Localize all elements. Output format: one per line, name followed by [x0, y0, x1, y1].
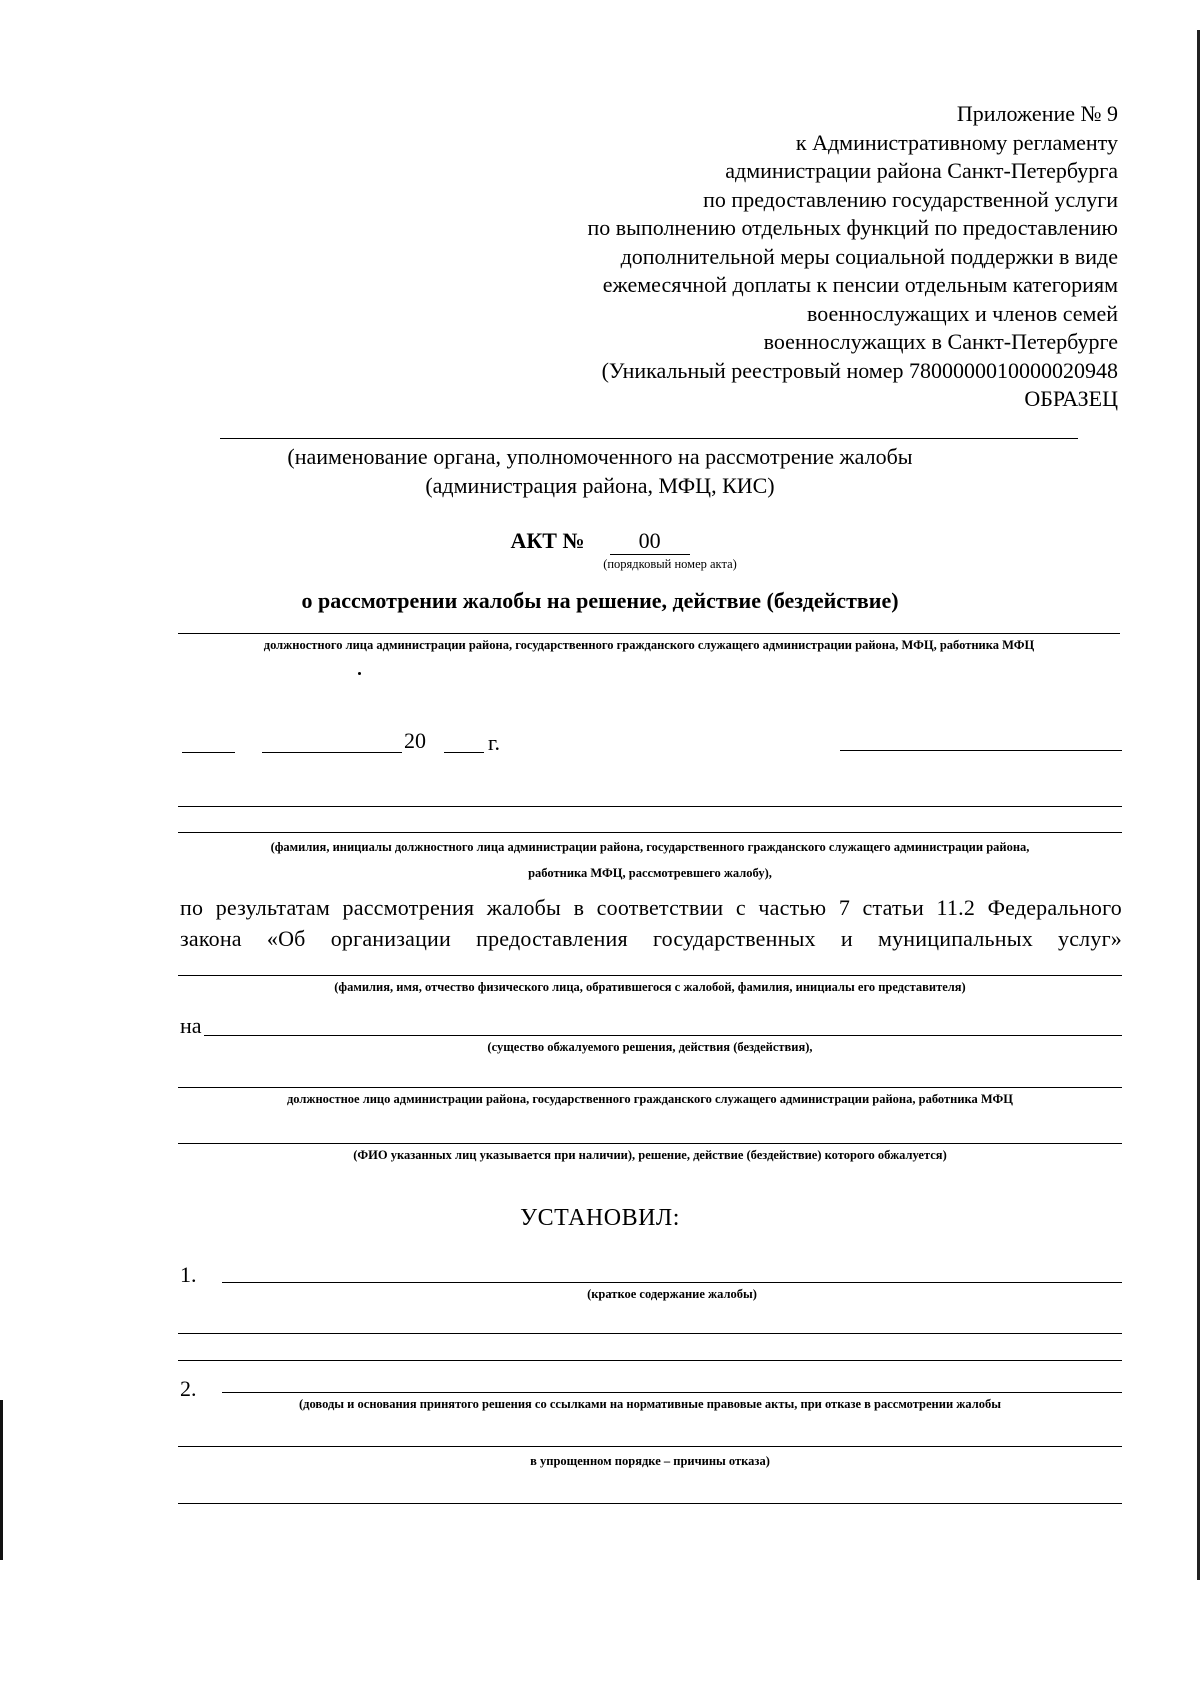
sample-label: ОБРАЗЕЦ	[1024, 386, 1118, 411]
date-century: 20	[404, 728, 426, 753]
appendix-header	[418, 100, 1118, 414]
act-title	[0, 528, 1200, 555]
applicant-caption: (фамилия, имя, отчество физического лица, обратившегося с жалобой, фамилия, инициалы его представителя)	[334, 980, 966, 994]
organ-caption	[0, 442, 1200, 500]
appendix-line: администрации района Санкт-Петербурга	[725, 158, 1118, 183]
item-1-extra-line-1[interactable]	[178, 1333, 1122, 1334]
item-2-line[interactable]	[222, 1392, 1122, 1393]
act-subject: о рассмотрении жалобы на решение, действие (бездействие)	[301, 588, 899, 613]
place-line[interactable]	[840, 750, 1122, 751]
appendix-line: по предоставлению государственной услуги	[703, 186, 1118, 212]
result-paragraph	[180, 892, 1122, 954]
date-day-line[interactable]	[182, 752, 235, 753]
na-label: на	[180, 1013, 202, 1038]
appendix-line: к Административному регламенту	[795, 129, 1118, 155]
item-2-caption-2: в упрощенном порядке – причины отказа)	[530, 1454, 770, 1468]
act-number-caption: (порядковый номер акта)	[603, 557, 737, 571]
person-line[interactable]	[178, 1087, 1122, 1088]
item-2-caption-1: (доводы и основания принятого решения со ссылками на нормативные правовые акты, при отказе в рассмотрении жалобы	[299, 1397, 1001, 1411]
fio-line[interactable]	[178, 1143, 1122, 1144]
item-1-number: 1.	[180, 1262, 197, 1287]
subject-caption: должностного лица администрации района, государственного гражданского служащего администрации района, МФЦ, работника МФЦ	[263, 638, 1035, 652]
speck	[358, 672, 361, 675]
date-year-suffix: г.	[488, 730, 501, 755]
organ-caption-line2: (администрация района, МФЦ, КИС)	[425, 473, 775, 498]
official-caption-1: (фамилия, инициалы должностного лица администрации района, государственного гражданского служащего администрации района,	[270, 840, 1030, 854]
appendix-line: по выполнению отдельных функций по предоставлению	[587, 215, 1118, 240]
act-label: АКТ №	[510, 528, 585, 553]
person-caption: должностное лицо администрации района, государственного гражданского служащего администрации района, работника МФЦ	[286, 1092, 1014, 1106]
appendix-line: Приложение № 9	[956, 101, 1118, 126]
fio-caption: (ФИО указанных лиц указывается при наличии), решение, действие (бездействие) которого обжалуется)	[353, 1148, 947, 1162]
result-paragraph-line1: по результатам рассмотрения жалобы в соответствии с частью 7 статьи 11.2 Федерального	[180, 895, 1122, 920]
item-1-extra-line-2[interactable]	[178, 1360, 1122, 1361]
date-year-line[interactable]	[444, 752, 484, 753]
act-number: 00	[610, 528, 690, 555]
appendix-line: ежемесячной доплаты к пенсии отдельным категориям	[602, 272, 1118, 297]
result-paragraph-line2: закона «Об организации предоставления государственных и муниципальных услуг»	[180, 926, 1122, 951]
date-month-line[interactable]	[262, 752, 402, 753]
appendix-line: (Уникальный реестровый номер 7800000010000020948	[601, 357, 1118, 383]
appendix-line: военнослужащих и членов семей	[807, 300, 1118, 326]
item-2-extra-line-1[interactable]	[178, 1446, 1122, 1447]
item-1-caption: (краткое содержание жалобы)	[587, 1287, 757, 1301]
item-2-number: 2.	[180, 1376, 197, 1401]
appendix-line: дополнительной меры социальной поддержки в виде	[620, 243, 1118, 269]
applicant-line[interactable]	[178, 975, 1122, 976]
official-caption-2: работника МФЦ, рассмотревшего жалобу),	[528, 866, 772, 880]
official-line-2[interactable]	[178, 832, 1122, 833]
organ-name-line[interactable]	[220, 438, 1078, 439]
essence-line[interactable]	[204, 1035, 1122, 1036]
official-line-1[interactable]	[178, 806, 1122, 807]
item-1-line[interactable]	[222, 1282, 1122, 1283]
established-heading: УСТАНОВИЛ:	[520, 1205, 680, 1231]
appendix-line: военнослужащих в Санкт-Петербурге	[763, 329, 1118, 354]
scan-edge-left	[0, 1400, 3, 1560]
essence-caption: (существо обжалуемого решения, действия (бездействия),	[487, 1040, 813, 1054]
organ-caption-line1: (наименование органа, уполномоченного на рассмотрение жалобы	[287, 444, 913, 469]
subject-line[interactable]	[178, 633, 1120, 634]
item-2-extra-line-2[interactable]	[178, 1503, 1122, 1504]
